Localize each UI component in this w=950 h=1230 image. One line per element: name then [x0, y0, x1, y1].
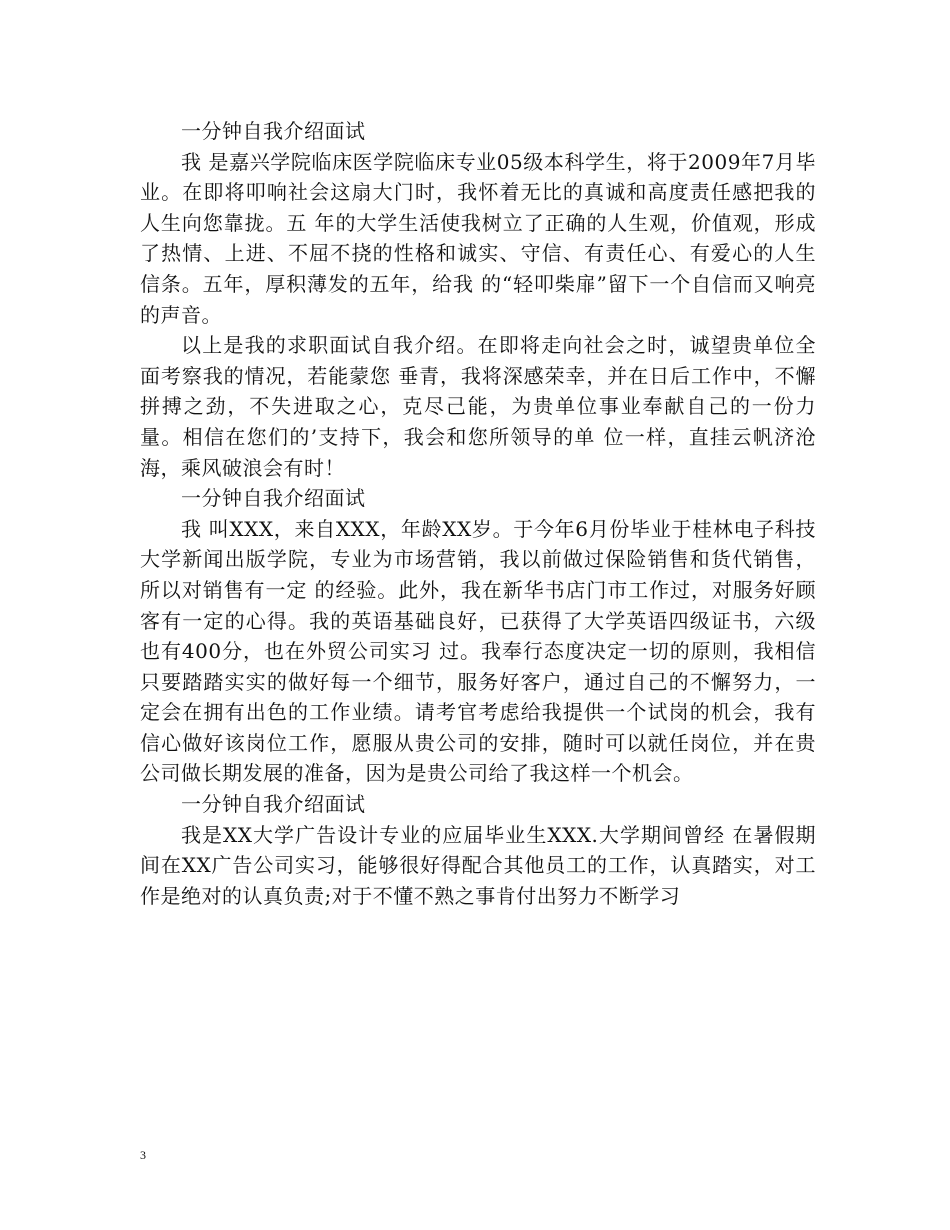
- page-number: 3: [140, 1148, 146, 1162]
- paragraph: 我是XX大学广告设计专业的应届毕业生XXX.大学期间曾经 在暑假期间在XX广告公司实习，能够很好得配合其他员工的工作，认真踏实，对工作是绝对的认真负责;对于不懂不熟之事肯付出努力不断学习: [140, 822, 816, 908]
- paragraph: 我 是嘉兴学院临床医学院临床专业05级本科学生，将于2009年7月毕业。在即将叩响社会这扇大门时，我怀着无比的真诚和高度责任感把我的人生向您靠拢。五 年的大学生活使我树立了正确的人生观，价值观，形成了热情、上进、不屈不挠的性格和诚实、守信、有责任心、有爱心的人生信条。五年，厚积薄发的五年，给我 的“轻叩柴扉”留下一个自信而又响亮的声音。: [140, 149, 816, 327]
- section-heading: 一分钟自我介绍面试: [181, 119, 366, 143]
- section-heading: 一分钟自我介绍面试: [181, 486, 366, 511]
- document-body: [140, 116, 816, 911]
- paragraph: 以上是我的求职面试自我介绍。在即将走向社会之时，诚望贵单位全面考察我的情况，若能蒙您 垂青，我将深感荣幸，并在日后工作中，不懈拼搏之劲，不失进取之心，克尽己能，为贵单位事业奉献自己的一份力量。相信在您们的’支持下，我会和您所领导的单 位一样，直挂云帆济沧海，乘风破浪会有时！: [140, 333, 816, 480]
- paragraph: 我 叫XXX，来自XXX，年龄XX岁。于今年6月份毕业于桂林电子科技大学新闻出版学院，专业为市场营销，我以前做过保险销售和货代销售，所以对销售有一定 的经验。此外，我在新华书店门市工作过，对服务好顾客有一定的心得。我的英语基础良好，已获得了大学英语四级证书，六级也有400分，也在外贸公司实习 过。我奉行态度决定一切的原则，我相信只要踏踏实实的做好每一个细节，服务好客户，通过自己的不懈努力，一定会在拥有出色的工作业绩。请考官考虑给我提供一个试岗的机会，我有信心做好该岗位工作，愿服从贵公司的安排，随时可以就任岗位，并在贵公司做长期发展的准备，因为是贵公司给了我这样一个机会。: [140, 516, 816, 786]
- section-heading: 一分钟自我介绍面试: [181, 792, 366, 817]
